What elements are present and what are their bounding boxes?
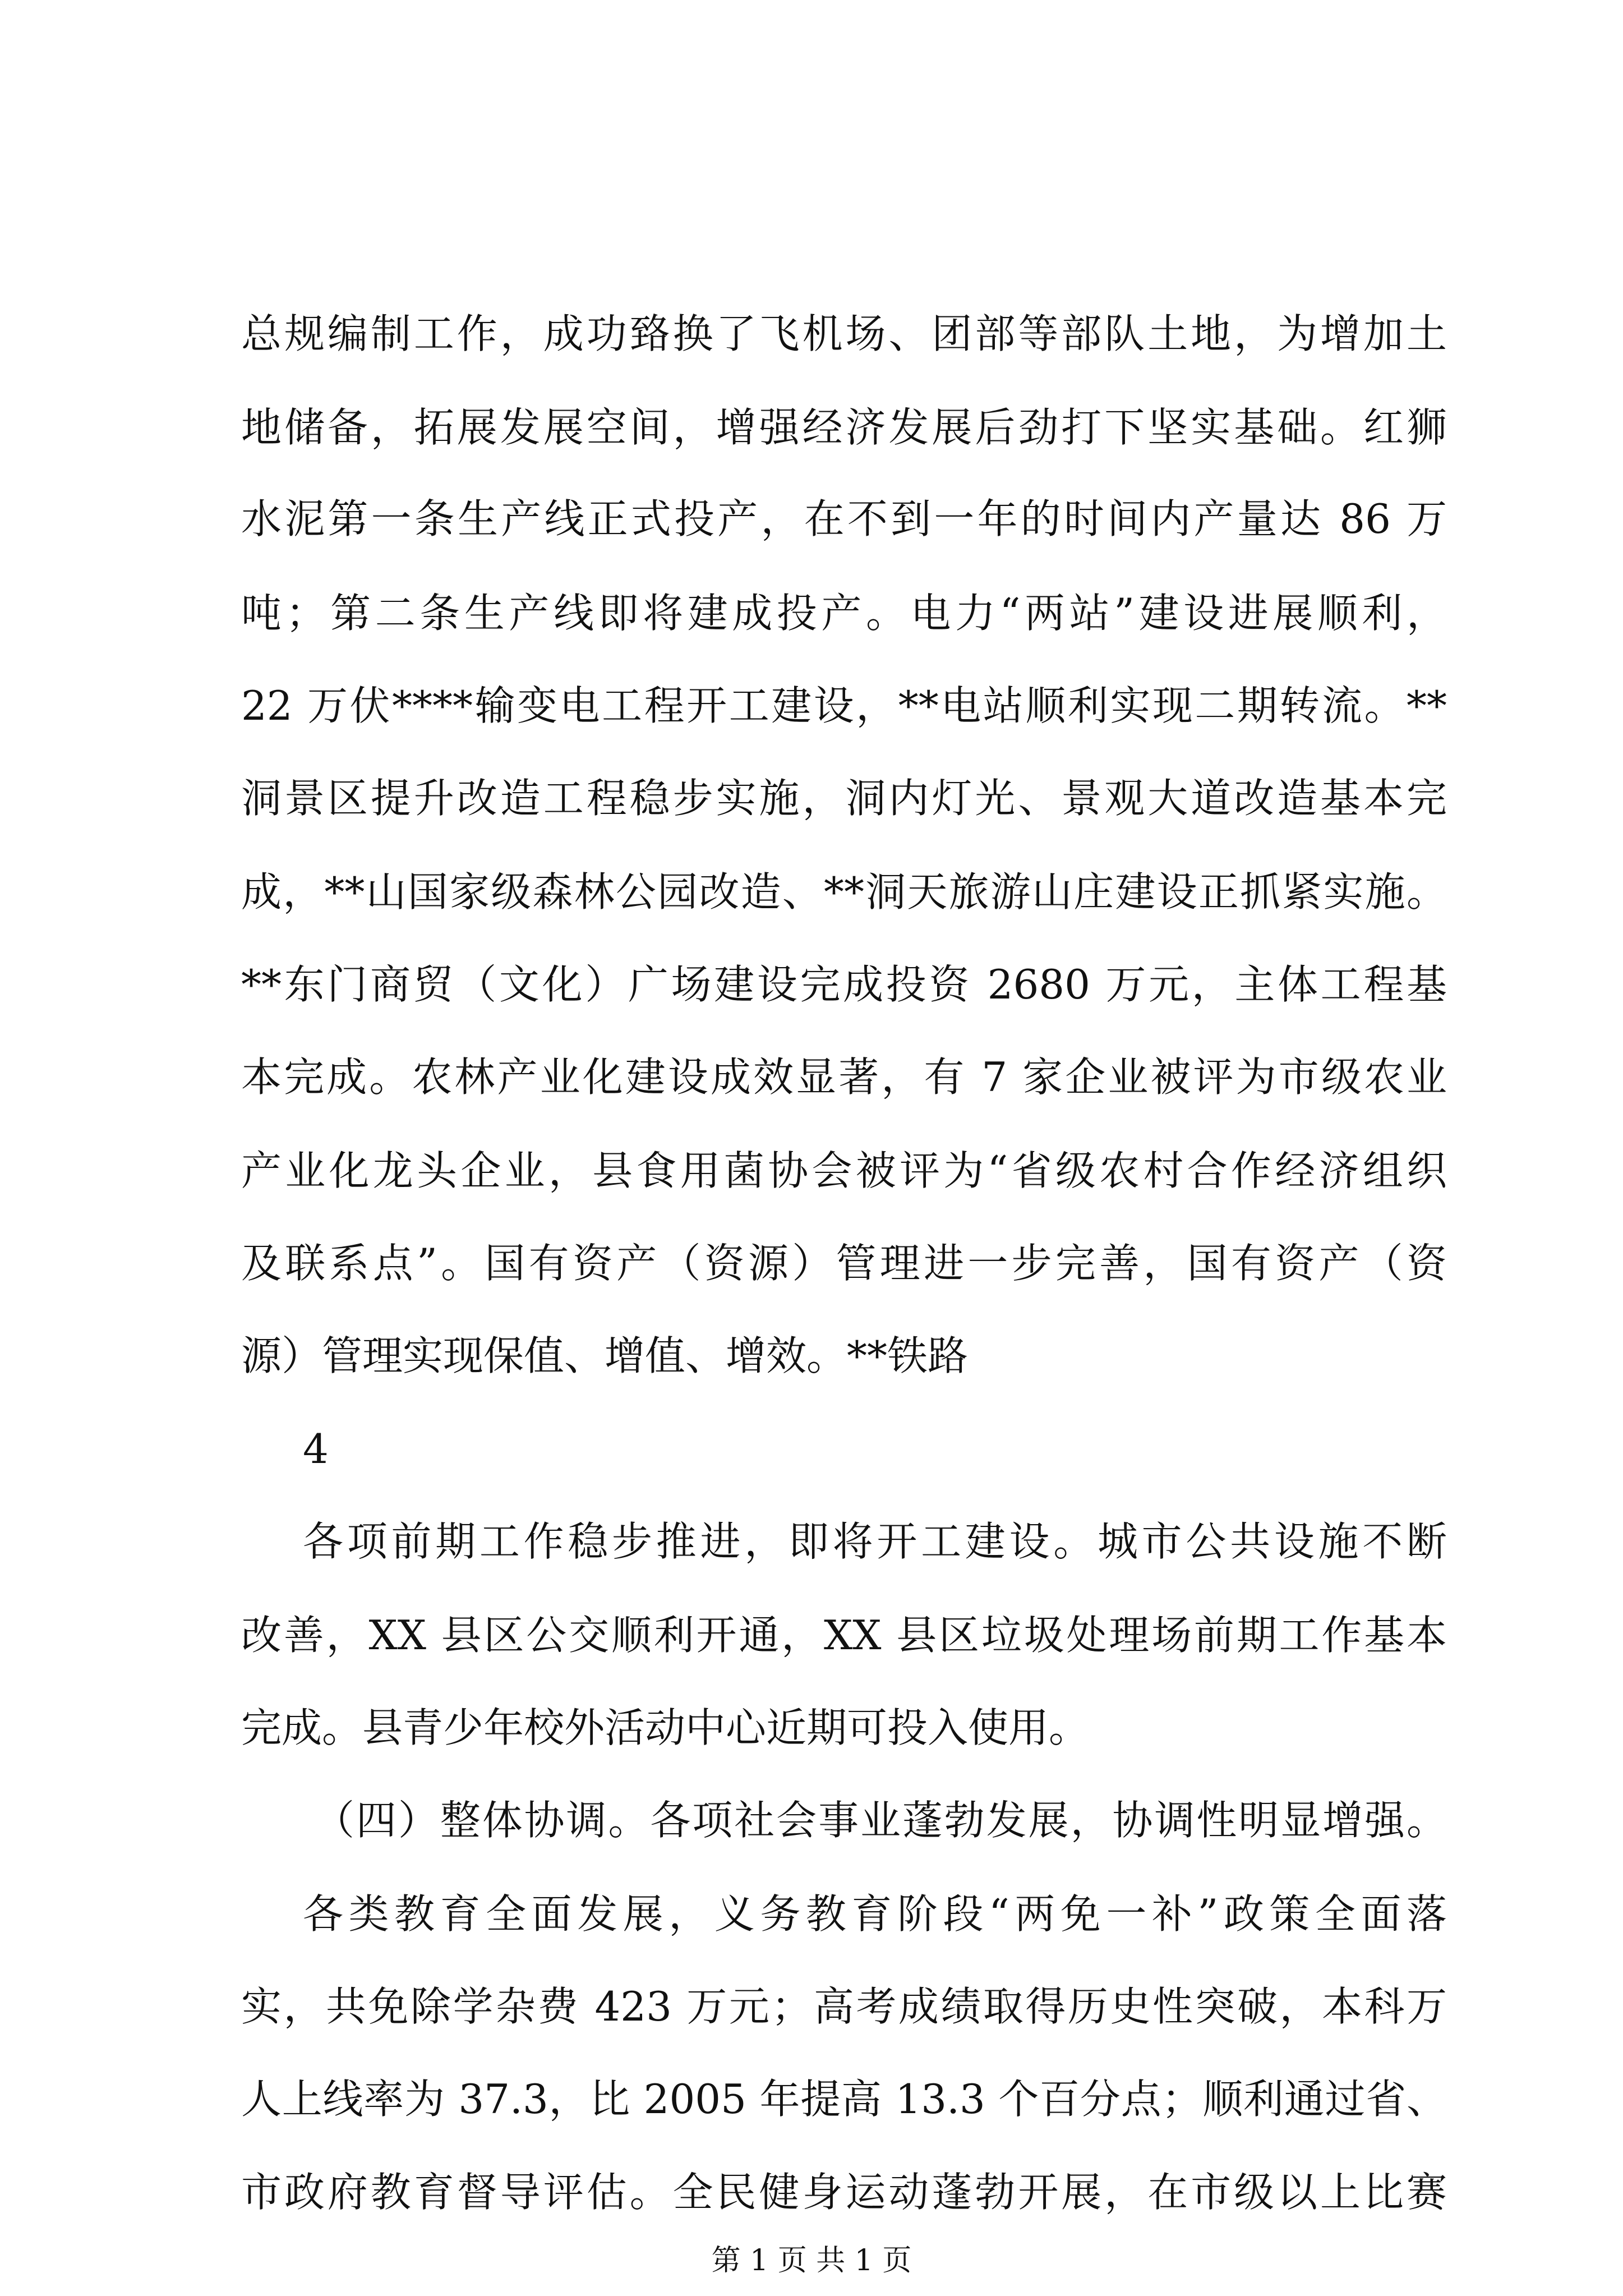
text-line: 本完成。农林产业化建设成效显著，有 7 家企业被评为市级农业 <box>241 1053 1447 1101</box>
text-line: 洞景区提升改造工程稳步实施，洞内灯光、景观大道改造基本完 <box>241 775 1447 822</box>
text-line: 地储备，拓展发展空间，增强经济发展后劲打下坚实基础。红狮 <box>241 404 1447 451</box>
text-line: 完成。县青少年校外活动中心近期可投入使用。 <box>241 1704 1090 1751</box>
text-line: 改善，XX 县区公交顺利开通，XX 县区垃圾处理场前期工作基本 <box>241 1612 1447 1659</box>
text-line: 水泥第一条生产线正式投产，在不到一年的时间内产量达 86 万 <box>241 495 1447 542</box>
text-line: 实，共免除学杂费 423 万元；高考成绩取得历史性突破，本科万 <box>241 1983 1447 2030</box>
text-line: 各类教育全面发展，义务教育阶段“两免一补”政策全面落 <box>303 1890 1447 1938</box>
text-line: 22 万伏****输变电工程开工建设，**电站顺利实现二期转流。** <box>241 682 1447 729</box>
text-line: 及联系点”。国有资产（资源）管理进一步完善，国有资产（资 <box>241 1240 1447 1287</box>
text-line: 人上线率为 37.3，比 2005 年提高 13.3 个百分点；顺利通过省、 <box>241 2076 1447 2123</box>
text-line: 产业化龙头企业，县食用菌协会被评为“省级农村合作经济组织 <box>241 1147 1447 1194</box>
text-line: 市政府教育督导评估。全民健身运动蓬勃开展，在市级以上比赛 <box>241 2169 1447 2216</box>
text-line: 各项前期工作稳步推进，即将开工建设。城市公共设施不断 <box>303 1518 1447 1565</box>
text-line: 源）管理实现保值、增值、增效。**铁路 <box>241 1332 969 1379</box>
section-heading: （四）整体协调。各项社会事业蓬勃发展，协调性明显增强。 <box>314 1797 1447 1844</box>
page-footer: 第 1 页 共 1 页 <box>711 2244 912 2277</box>
text-line: 吨；第二条生产线即将建成投产。电力“两站”建设进展顺利， <box>241 590 1447 637</box>
text-line: 总规编制工作，成功臵换了飞机场、团部等部队土地，为增加土 <box>241 310 1447 357</box>
page-marker: 4 <box>303 1425 329 1473</box>
text-line: 成，**山国家级森林公园改造、**洞天旅游山庄建设正抓紧实施。 <box>241 868 1447 915</box>
text-line: **东门商贸（文化）广场建设完成投资 2680 万元，主体工程基 <box>241 961 1447 1008</box>
